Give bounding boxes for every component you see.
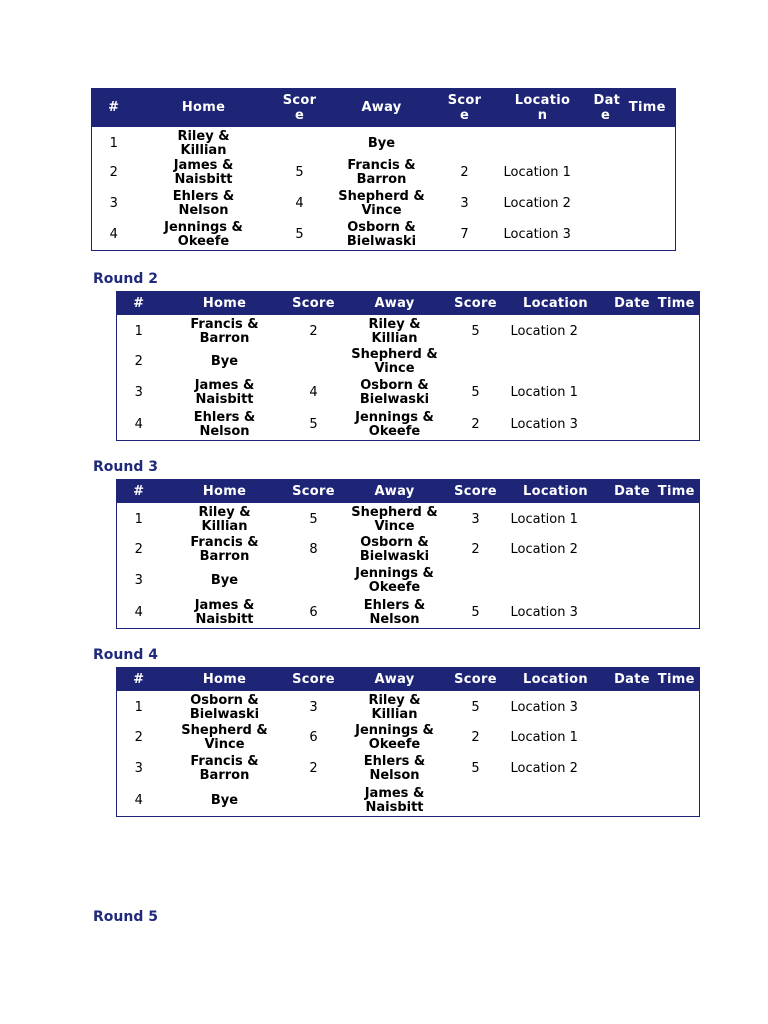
location: Location 3: [510, 416, 578, 432]
date: [592, 127, 620, 158]
header-time: Time: [657, 483, 695, 499]
time: [654, 534, 700, 566]
time: [654, 409, 700, 441]
date: [611, 691, 654, 723]
time: [620, 189, 676, 220]
location: [501, 566, 611, 598]
home-team: Jennings & Okeefe: [164, 219, 243, 249]
home-team: Bye: [210, 792, 239, 808]
date: [611, 754, 654, 786]
header-home: Home: [202, 483, 247, 499]
table-row: [92, 127, 676, 158]
header-away: Away: [374, 671, 415, 687]
away-score: 3: [460, 196, 469, 211]
header-date: Date: [614, 671, 650, 687]
away-score: 5: [471, 761, 480, 777]
location: Location 2: [510, 323, 578, 339]
header-location: Location: [523, 671, 588, 687]
header-time: Time: [657, 295, 695, 311]
home-score: 5: [295, 226, 304, 242]
date: [611, 534, 654, 566]
location: [501, 785, 611, 817]
header-away: Away: [374, 295, 415, 311]
home-score: [272, 127, 328, 158]
time: [654, 346, 700, 378]
home-score: 4: [295, 196, 304, 211]
time: [654, 378, 700, 410]
away-score: [451, 785, 501, 817]
time: [654, 691, 700, 723]
table-row: [117, 722, 700, 754]
header-location: Locatio n: [514, 92, 571, 123]
home-team: Bye: [210, 353, 239, 369]
home-score: 5: [295, 165, 304, 180]
table-header-row: [117, 668, 700, 691]
location: Location 3: [503, 226, 571, 242]
home-team: Francis & Barron: [190, 316, 259, 346]
time: [620, 127, 676, 158]
time: [654, 754, 700, 786]
round-2-table: [116, 291, 700, 441]
table-row: [92, 189, 676, 220]
away-team: Jennings & Okeefe: [355, 409, 434, 439]
away-score: [436, 127, 494, 158]
location: Location 2: [503, 196, 571, 211]
match-number: 2: [109, 165, 118, 180]
table-row: [117, 503, 700, 535]
match-number: 1: [109, 135, 118, 151]
home-team: Ehlers & Nelson: [172, 189, 235, 218]
away-team: Bye: [367, 135, 396, 151]
home-team: Shepherd & Vince: [181, 722, 268, 752]
away-score: [451, 566, 501, 598]
match-number: 3: [109, 196, 118, 211]
home-score: 6: [309, 604, 318, 620]
table-row: [117, 315, 700, 347]
header-away-score: Scor e: [447, 92, 482, 123]
home-score: 8: [309, 541, 318, 557]
table-row: [117, 597, 700, 629]
date: [611, 315, 654, 347]
header-number: #: [108, 100, 120, 116]
table-row: [92, 158, 676, 189]
table-row: [92, 220, 676, 251]
header-home-score: Score: [292, 671, 335, 687]
table-row: [117, 378, 700, 410]
table-row: [117, 409, 700, 441]
match-number: 3: [134, 573, 143, 589]
match-number: 3: [134, 385, 143, 401]
date: [611, 503, 654, 535]
away-team: Riley & Killian: [368, 316, 421, 346]
home-score: 3: [309, 699, 318, 715]
header-time: Time: [628, 100, 666, 116]
date: [592, 158, 620, 189]
away-team: Jennings & Okeefe: [355, 722, 434, 752]
away-team: Shepherd & Vince: [351, 346, 438, 376]
away-score: 2: [471, 541, 480, 557]
header-home: Home: [181, 100, 226, 116]
location: Location 1: [510, 511, 578, 527]
match-number: 2: [134, 729, 143, 745]
header-number: #: [133, 295, 145, 311]
header-away-score: Score: [454, 295, 497, 311]
away-score: 5: [471, 699, 480, 715]
home-team: Osborn & Bielwaski: [189, 692, 260, 722]
header-location: Location: [523, 483, 588, 499]
time: [654, 785, 700, 817]
away-score: 2: [471, 729, 480, 745]
header-home: Home: [202, 295, 247, 311]
away-team: Osborn & Bielwaski: [359, 534, 430, 564]
away-team: Shepherd & Vince: [338, 189, 425, 218]
time: [654, 722, 700, 754]
date: [592, 220, 620, 251]
home-team: Francis & Barron: [190, 534, 259, 564]
home-team: James & Naisbitt: [173, 158, 234, 187]
match-number: 2: [134, 353, 143, 369]
match-number: 1: [134, 699, 143, 715]
header-home-score: Score: [292, 483, 335, 499]
round-4-heading: Round 4: [93, 647, 158, 663]
location: Location 3: [510, 699, 578, 715]
home-score: 5: [309, 511, 318, 527]
time: [654, 597, 700, 629]
home-team: James & Naisbitt: [194, 378, 255, 408]
date: [611, 409, 654, 441]
away-team: Ehlers & Nelson: [363, 597, 426, 627]
match-number: 4: [134, 416, 143, 432]
table-row: [117, 691, 700, 723]
away-score: 2: [460, 165, 469, 180]
match-number: 3: [134, 761, 143, 777]
header-away-score: Score: [454, 483, 497, 499]
home-score: [289, 785, 339, 817]
round-4-table: [116, 667, 700, 817]
header-location: Location: [523, 295, 588, 311]
away-score: 2: [471, 416, 480, 432]
time: [654, 315, 700, 347]
home-score: 5: [309, 416, 318, 432]
date: [611, 346, 654, 378]
location: Location 2: [510, 541, 578, 557]
away-score: 5: [471, 604, 480, 620]
header-date: Date: [614, 483, 650, 499]
date: [592, 189, 620, 220]
away-team: Osborn & Bielwaski: [346, 219, 417, 249]
match-number: 4: [109, 226, 118, 242]
home-score: 6: [309, 729, 318, 745]
away-score: 5: [471, 385, 480, 401]
home-team: Bye: [210, 573, 239, 589]
header-home: Home: [202, 671, 247, 687]
header-number: #: [133, 671, 145, 687]
home-score: 4: [309, 385, 318, 401]
round-3-heading: Round 3: [93, 459, 158, 475]
match-number: 1: [134, 511, 143, 527]
away-score: 5: [471, 323, 480, 339]
away-score: [451, 346, 501, 378]
match-number: 4: [134, 604, 143, 620]
home-team: James & Naisbitt: [194, 597, 255, 627]
home-score: 2: [309, 761, 318, 777]
table-header-row: [117, 292, 700, 315]
header-date: Date: [614, 295, 650, 311]
header-away: Away: [374, 483, 415, 499]
away-score: 7: [460, 226, 469, 242]
home-score: 2: [309, 323, 318, 339]
home-team: Riley & Killian: [198, 504, 251, 534]
location: Location 1: [510, 385, 578, 401]
date: [611, 785, 654, 817]
location: [501, 346, 611, 378]
home-score: [289, 566, 339, 598]
table-row: [117, 534, 700, 566]
header-away: Away: [361, 100, 402, 116]
match-number: 4: [134, 792, 143, 808]
time: [654, 566, 700, 598]
table-row: [117, 785, 700, 817]
date: [611, 378, 654, 410]
match-number: 2: [134, 541, 143, 557]
time: [620, 220, 676, 251]
round-1-table: [91, 88, 676, 251]
header-home-score: Score: [292, 295, 335, 311]
date: [611, 566, 654, 598]
date: [611, 597, 654, 629]
away-score: 3: [471, 511, 480, 527]
home-team: Riley & Killian: [177, 128, 230, 158]
table-row: [117, 346, 700, 378]
away-team: Riley & Killian: [368, 692, 421, 722]
location: Location 2: [510, 761, 578, 777]
header-home-score: Scor e: [282, 92, 317, 123]
home-score: [289, 346, 339, 378]
away-team: Osborn & Bielwaski: [359, 378, 430, 408]
header-time: Time: [657, 671, 695, 687]
table-row: [117, 754, 700, 786]
table-header-row: [117, 480, 700, 503]
home-team: Francis & Barron: [190, 754, 259, 784]
time: [620, 158, 676, 189]
location: [494, 127, 592, 158]
table-row: [117, 566, 700, 598]
header-date: Dat e: [593, 92, 621, 123]
away-team: Jennings & Okeefe: [355, 566, 434, 596]
home-team: Ehlers & Nelson: [193, 409, 256, 439]
header-away-score: Score: [454, 671, 497, 687]
away-team: Shepherd & Vince: [351, 504, 438, 534]
location: Location 3: [510, 604, 578, 620]
round-3-table: [116, 479, 700, 629]
location: Location 1: [510, 729, 578, 745]
away-team: Francis & Barron: [347, 158, 416, 187]
round-5-heading: Round 5: [93, 909, 158, 925]
location: Location 1: [503, 165, 571, 180]
header-number: #: [133, 483, 145, 499]
match-number: 1: [134, 323, 143, 339]
table-header-row: [92, 89, 676, 127]
date: [611, 722, 654, 754]
round-2-heading: Round 2: [93, 271, 158, 287]
away-team: James & Naisbitt: [364, 785, 425, 815]
time: [654, 503, 700, 535]
away-team: Ehlers & Nelson: [363, 754, 426, 784]
